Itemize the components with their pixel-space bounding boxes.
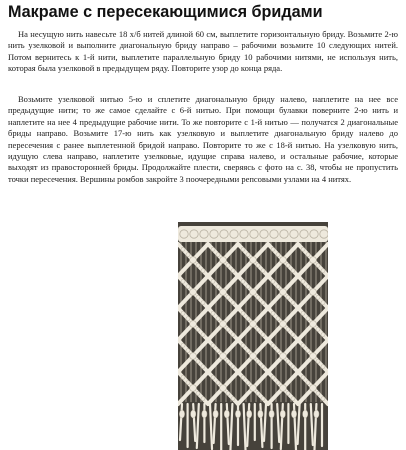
rep-knot <box>186 317 190 321</box>
top-knot <box>250 230 258 238</box>
paragraph-2 <box>8 94 398 185</box>
rep-knot <box>231 397 235 401</box>
rep-knot <box>276 253 280 257</box>
rep-knot <box>271 311 275 315</box>
rep-knot <box>316 295 320 299</box>
crossing-knot <box>190 385 197 392</box>
rep-knot <box>301 343 305 347</box>
crossing-knot <box>250 385 257 392</box>
rep-knot <box>211 279 215 283</box>
rep-knot <box>271 343 275 347</box>
crossing-knot <box>190 353 197 360</box>
rep-knot <box>241 247 245 251</box>
rep-knot <box>301 375 305 379</box>
rep-knot <box>316 263 320 267</box>
rep-knot <box>321 365 325 369</box>
rep-knot <box>181 375 185 379</box>
crossing-knot <box>220 385 227 392</box>
crossing-knot <box>310 257 317 264</box>
rep-knot <box>321 269 325 273</box>
rep-knot <box>256 359 260 363</box>
rep-knot <box>196 327 200 331</box>
rep-knot <box>211 311 215 315</box>
paragraph-text: Возьмите узелковой нитью 5-ю и сплетите диагональную бриду налево, наплетите на нее все предыдущие нити; то же самое сделайте с 6-й нитью. При помощи булавки поверните 2-ю нить и наплетите на нее 4 предыдущие рабочие нити. То же повторите с 1-й нитью — получатся 2 диагональные бриды направо. Возьмите 17-ю нить как узелковую и выплетите диагональную бриду налево до пересечения с ранее выплетенной бридой направо. Повторите то же с 18-й нитью. На узелковую нить, идущую слева направо, наплетите узелковые, идущие справа налево, и остальные рабочие, которые выходят из правосторонней бриды. Продолжайте плести, сверяясь с фото на с. 38, чтобы не пропустить точки пересечения. Вершины ромбов закройте 3 поочередными репсовыми узлами на 4 нитях. <box>8 94 398 184</box>
fringe-knot <box>303 410 308 418</box>
rep-knot <box>301 311 305 315</box>
rep-knot <box>241 311 245 315</box>
rep-knot <box>306 349 310 353</box>
top-knot <box>320 230 328 238</box>
rep-knot <box>321 397 325 401</box>
rep-knot <box>226 263 230 267</box>
crossing-knot <box>250 257 257 264</box>
rep-knot <box>301 247 305 251</box>
fringe-knot <box>179 410 184 418</box>
top-knot <box>270 230 278 238</box>
crossing-knot <box>220 257 227 264</box>
top-knot <box>260 230 268 238</box>
rep-knot <box>196 295 200 299</box>
rep-knot <box>261 365 265 369</box>
paragraph-text: На несущую нить навесьте 18 х/б нитей длиной 60 см, выплетите горизонтальную бриду. Возьмите 2-ю нить узелковой и выполните диагональную бриду направо – рабочими возьмите 10 следующих нитей. Потом вернитесь к 1-й нити, выплетите параллельную бриду 10 рабочими нитями, не используя нить, которая была узелковой в предыдущем ряду. Повторите узор до конца ряда. <box>8 29 398 74</box>
top-knot <box>240 230 248 238</box>
fringe-knot <box>258 410 263 418</box>
rep-knot <box>301 279 305 283</box>
crossing-knot <box>280 321 287 328</box>
rep-knot <box>231 333 235 337</box>
top-knot <box>300 230 308 238</box>
crossing-knot <box>250 289 257 296</box>
rep-knot <box>246 285 250 289</box>
rep-knot <box>261 269 265 273</box>
fringe-knot <box>191 410 196 418</box>
rep-knot <box>181 311 185 315</box>
crossing-knot <box>190 289 197 296</box>
rep-knot <box>226 327 230 331</box>
macrame-photo-icon <box>178 222 328 450</box>
rep-knot <box>216 285 220 289</box>
rep-knot <box>276 317 280 321</box>
fringe-knot <box>314 410 319 418</box>
rep-knot <box>181 279 185 283</box>
top-knot <box>190 230 198 238</box>
top-knot <box>180 230 188 238</box>
rep-knot <box>181 247 185 251</box>
rep-knot <box>286 295 290 299</box>
rep-knot <box>196 263 200 267</box>
rep-knot <box>211 375 215 379</box>
fringe-knot <box>202 410 207 418</box>
rep-knot <box>276 285 280 289</box>
rep-knot <box>291 333 295 337</box>
fringe-knot <box>291 410 296 418</box>
fringe-knot <box>224 410 229 418</box>
rep-knot <box>216 253 220 257</box>
rep-knot <box>186 381 190 385</box>
rep-knot <box>216 349 220 353</box>
rep-knot <box>316 391 320 395</box>
rep-knot <box>256 327 260 331</box>
rep-knot <box>231 365 235 369</box>
rep-knot <box>291 269 295 273</box>
crossing-knot <box>310 289 317 296</box>
crossing-knot <box>190 257 197 264</box>
rep-knot <box>226 295 230 299</box>
rep-knot <box>261 397 265 401</box>
rep-knot <box>291 301 295 305</box>
top-knot <box>210 230 218 238</box>
crossing-knot <box>280 353 287 360</box>
rep-knot <box>216 381 220 385</box>
rep-knot <box>261 333 265 337</box>
rep-knot <box>321 333 325 337</box>
rep-knot <box>321 301 325 305</box>
rep-knot <box>196 359 200 363</box>
top-knot <box>220 230 228 238</box>
crossing-knot <box>250 353 257 360</box>
rep-knot <box>316 359 320 363</box>
rep-knot <box>186 349 190 353</box>
rep-knot <box>246 381 250 385</box>
crossing-knot <box>190 321 197 328</box>
rep-knot <box>256 263 260 267</box>
rep-knot <box>246 317 250 321</box>
fringe-knot <box>235 410 240 418</box>
top-knot <box>230 230 238 238</box>
rep-knot <box>306 285 310 289</box>
rep-knot <box>226 391 230 395</box>
rep-knot <box>276 349 280 353</box>
rep-knot <box>181 343 185 347</box>
fringe-knot <box>269 410 274 418</box>
top-knot <box>200 230 208 238</box>
rep-knot <box>291 365 295 369</box>
rep-knot <box>316 327 320 331</box>
crossing-knot <box>310 353 317 360</box>
rep-knot <box>286 327 290 331</box>
crossing-knot <box>220 321 227 328</box>
rep-knot <box>286 263 290 267</box>
rep-knot <box>201 333 205 337</box>
rep-knot <box>231 269 235 273</box>
rep-knot <box>231 301 235 305</box>
rep-knot <box>196 391 200 395</box>
rep-knot <box>201 365 205 369</box>
crossing-knot <box>280 289 287 296</box>
rep-knot <box>291 397 295 401</box>
page-title: Макраме с пересекающимися бридами <box>8 3 323 21</box>
rep-knot <box>211 343 215 347</box>
rep-knot <box>306 381 310 385</box>
macrame-photo <box>178 222 328 450</box>
rep-knot <box>186 285 190 289</box>
crossing-knot <box>280 385 287 392</box>
crossing-knot <box>250 321 257 328</box>
crossing-knot <box>310 321 317 328</box>
rep-knot <box>246 349 250 353</box>
rep-knot <box>306 317 310 321</box>
rep-knot <box>186 253 190 257</box>
rep-knot <box>286 391 290 395</box>
rep-knot <box>201 269 205 273</box>
rep-knot <box>241 375 245 379</box>
rep-knot <box>271 279 275 283</box>
rep-knot <box>256 391 260 395</box>
fringe-knot <box>247 410 252 418</box>
rep-knot <box>306 253 310 257</box>
rep-knot <box>246 253 250 257</box>
top-knot <box>290 230 298 238</box>
rep-knot <box>261 301 265 305</box>
rep-knot <box>201 301 205 305</box>
rep-knot <box>271 247 275 251</box>
paragraph-1 <box>8 29 398 75</box>
top-knot <box>310 230 318 238</box>
rep-knot <box>276 381 280 385</box>
rep-knot <box>201 397 205 401</box>
top-knot <box>280 230 288 238</box>
rep-knot <box>286 359 290 363</box>
rep-knot <box>241 279 245 283</box>
rep-knot <box>241 343 245 347</box>
crossing-knot <box>220 289 227 296</box>
rep-knot <box>211 247 215 251</box>
rep-knot <box>256 295 260 299</box>
rep-knot <box>226 359 230 363</box>
rep-knot <box>271 375 275 379</box>
rep-knot <box>216 317 220 321</box>
fringe-knot <box>280 410 285 418</box>
fringe-knot <box>213 410 218 418</box>
crossing-knot <box>310 385 317 392</box>
crossing-knot <box>280 257 287 264</box>
crossing-knot <box>220 353 227 360</box>
